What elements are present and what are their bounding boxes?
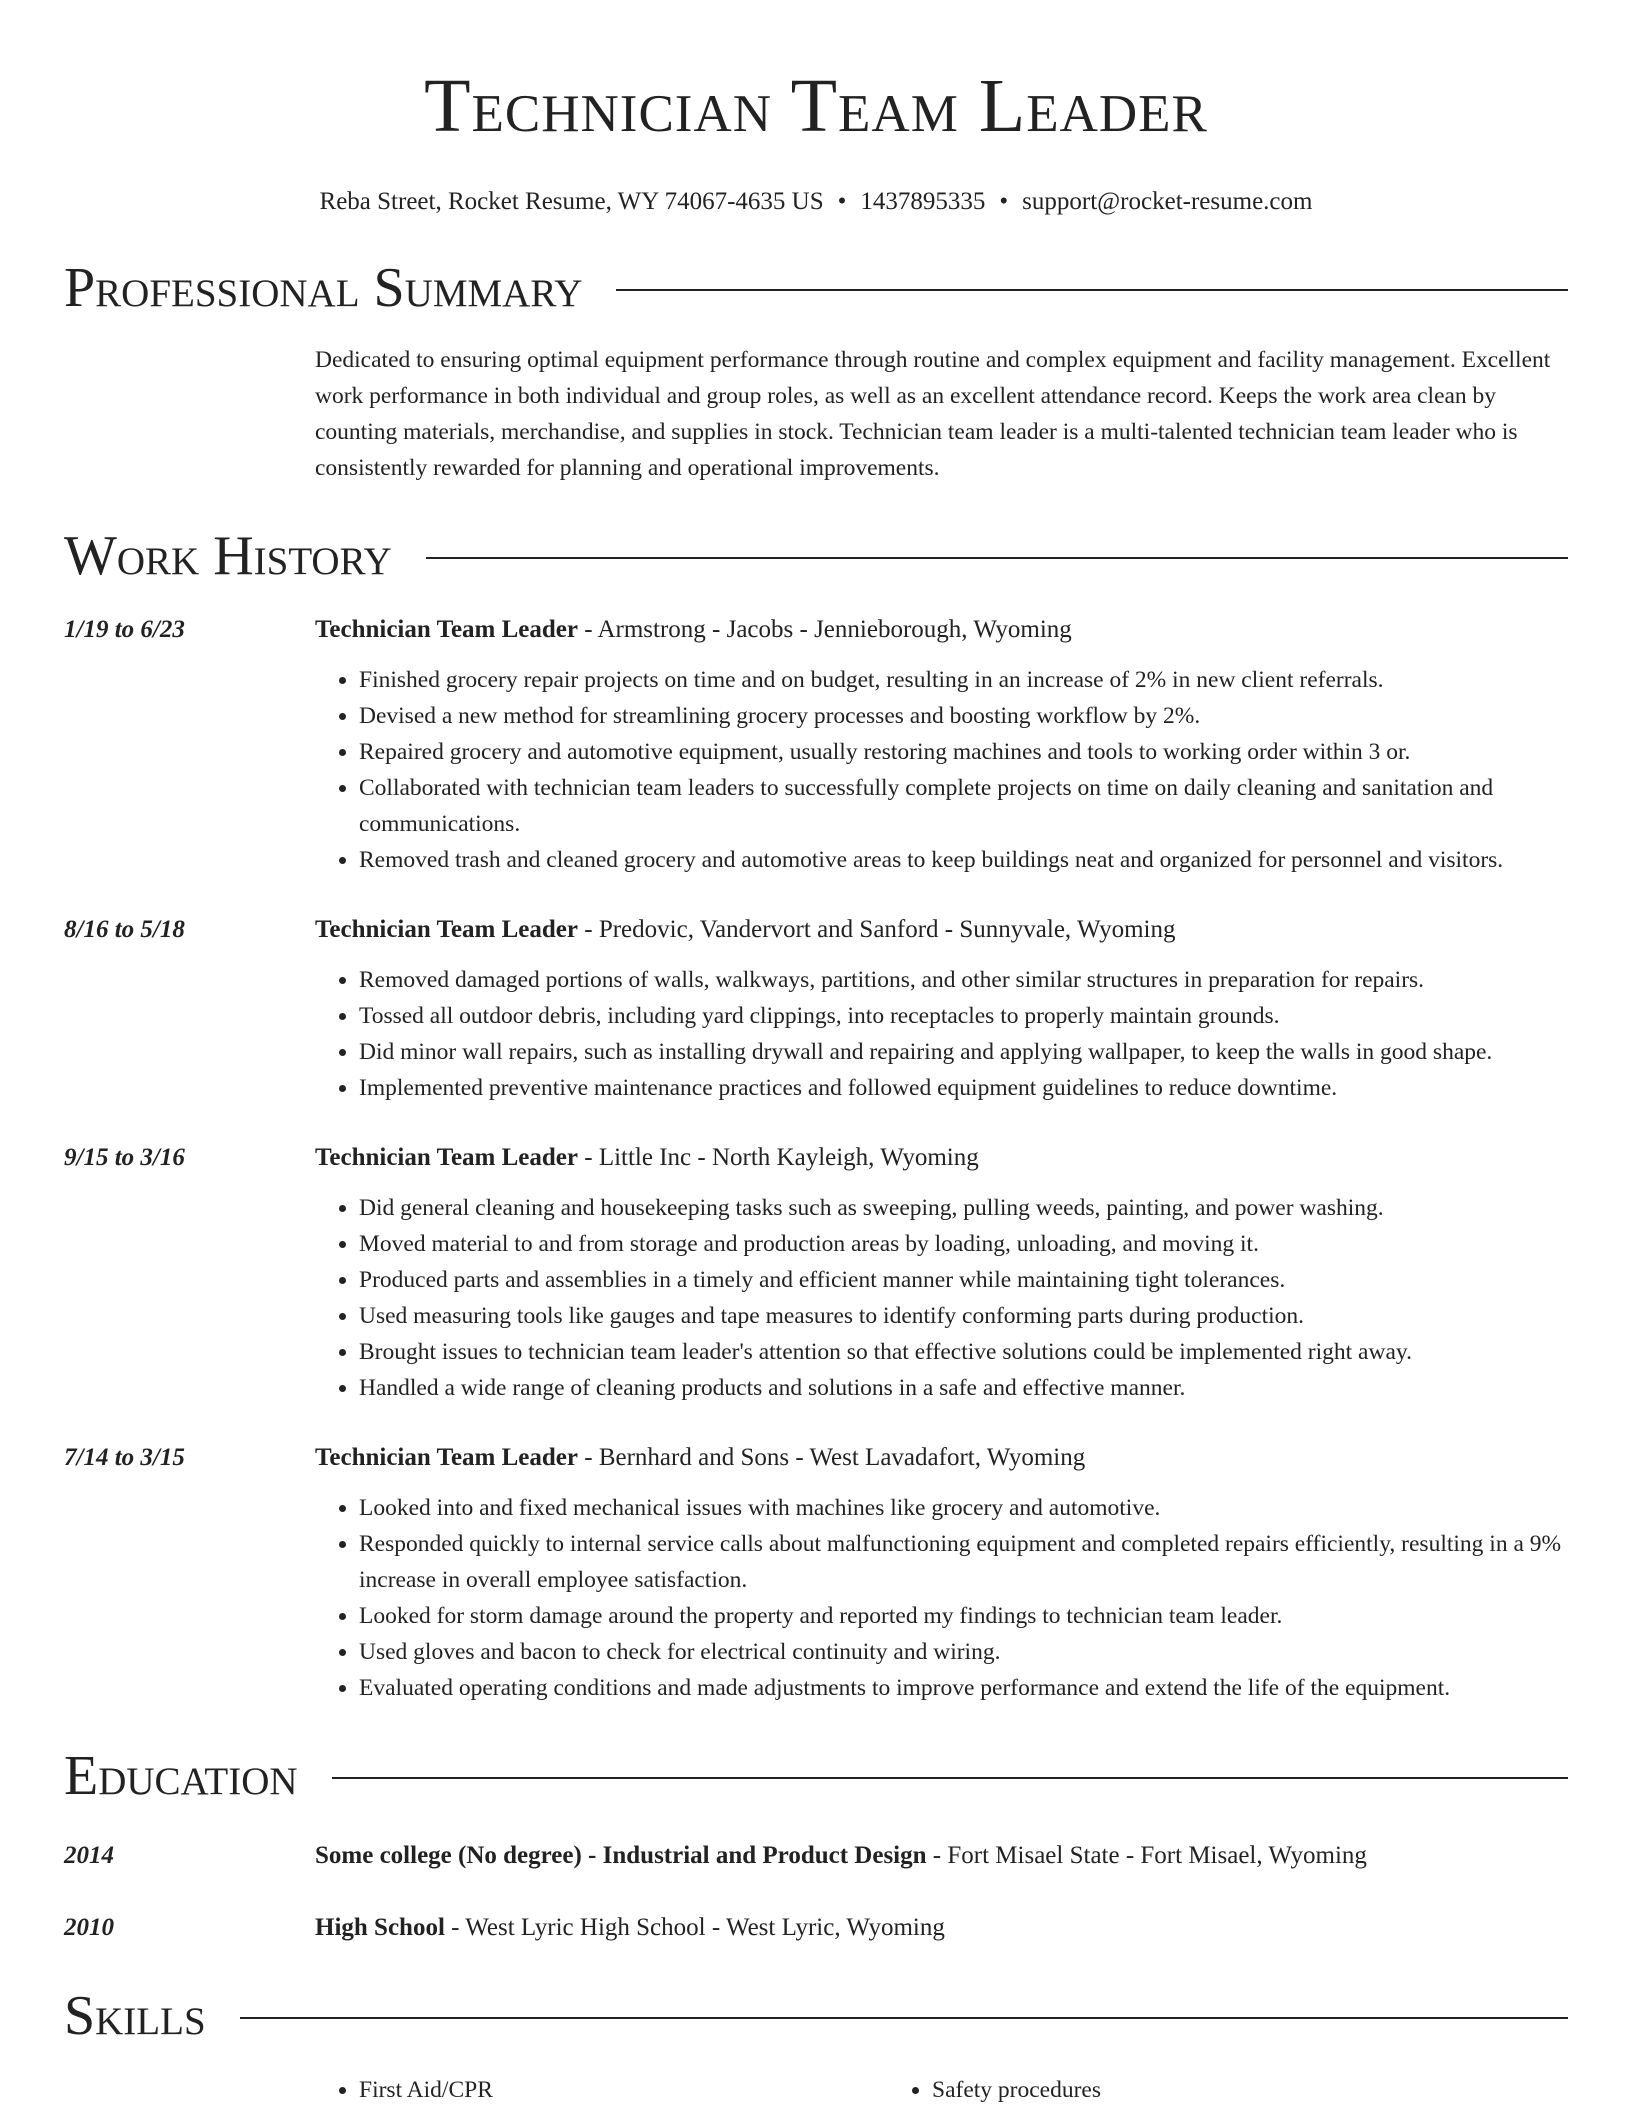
job-entry <box>64 1440 1568 1706</box>
job-bullet: • Devised a new method for streamlining grocery processes and boosting workflow by 2%. <box>359 698 1568 734</box>
education-heading: Education <box>64 1745 298 1807</box>
summary-row <box>64 342 1568 486</box>
resume-page <box>64 0 1568 2108</box>
job-title-line <box>315 1140 1568 1176</box>
job-bullet: • Produced parts and assemblies in a timely and efficient manner while maintaining tight tolerances. <box>359 1262 1568 1298</box>
education-year: 2014 <box>64 1842 114 1869</box>
job-title: Technician Team Leader <box>315 1444 578 1471</box>
skills-column-1 <box>315 2072 888 2108</box>
education-degree: Some college (No degree) - Industrial and Product Design <box>315 1842 927 1869</box>
resume-name: Technician Team Leader <box>424 64 1208 148</box>
job-bullet: • Moved material to and from storage and production areas by loading, unloading, and moving it. <box>359 1226 1568 1262</box>
education-degree: High School <box>315 1914 445 1941</box>
job-details: - Little Inc - North Kayleigh, Wyoming <box>578 1144 979 1171</box>
skills-columns <box>315 2072 1568 2108</box>
skills-row <box>64 2048 1568 2108</box>
summary-text: Dedicated to ensuring optimal equipment performance through routine and complex equipment and facility management. Excellent work performance in both individual and group roles, as well as an excellent attendance record. Keeps the work area clean by counting materials, merchandise, and supplies in stock. Technician team leader is a multi-talented technician team leader who is consistently rewarded for planning and operational improvements. <box>315 347 1551 481</box>
education-section-header <box>64 1744 1568 1808</box>
section-divider <box>240 2017 1568 2019</box>
job-bullets-row <box>64 648 1568 878</box>
job-bullet: • Brought issues to technician team leader's attention so that effective solutions could be implemented right away. <box>359 1334 1568 1370</box>
job-title-line <box>315 1440 1568 1476</box>
job-bullet: • Did general cleaning and housekeeping tasks such as sweeping, pulling weeds, painting, and power washing. <box>359 1190 1568 1226</box>
job-bullet-list <box>315 1190 1568 1406</box>
job-bullet: • Tossed all outdoor debris, including yard clippings, into receptacles to properly maintain grounds. <box>359 998 1568 1034</box>
summary-heading: Professional Summary <box>64 257 583 319</box>
work-heading: Work History <box>64 525 392 587</box>
job-dates: 7/14 to 3/15 <box>64 1444 185 1471</box>
job-entry <box>64 1140 1568 1406</box>
education-list <box>64 1838 1568 1946</box>
job-bullet: • Looked into and fixed mechanical issues with machines like grocery and automotive. <box>359 1490 1568 1526</box>
skills-column-2 <box>888 2072 1461 2108</box>
job-bullet: • Responded quickly to internal service calls about malfunctioning equipment and completed repairs efficiently, resulting in a 9% increase in overall employee satisfaction. <box>359 1526 1568 1598</box>
job-bullet: • Removed trash and cleaned grocery and automotive areas to keep buildings neat and organized for personnel and visitors. <box>359 842 1568 878</box>
job-bullet: • Looked for storm damage around the property and reported my findings to technician team leader. <box>359 1598 1568 1634</box>
section-divider <box>616 289 1568 291</box>
contact-line <box>64 186 1568 218</box>
education-entry <box>64 1910 1568 1946</box>
education-entry <box>64 1838 1568 1874</box>
education-details: - Fort Misael State - Fort Misael, Wyoming <box>926 1842 1367 1869</box>
skill-item: • First Aid/CPR <box>359 2072 888 2108</box>
job-bullet-list <box>315 962 1568 1106</box>
job-title-line <box>315 612 1568 648</box>
job-dates: 8/16 to 5/18 <box>64 916 185 943</box>
job-bullet: • Removed damaged portions of walls, walkways, partitions, and other similar structures in preparation for repairs. <box>359 962 1568 998</box>
work-history-list <box>64 612 1568 1706</box>
education-year: 2010 <box>64 1914 114 1941</box>
contact-address: Reba Street, Rocket Resume, WY 74067-4635 US <box>319 188 824 215</box>
job-bullet: • Finished grocery repair projects on time and on budget, resulting in an increase of 2% in new client referrals. <box>359 662 1568 698</box>
job-bullet-list <box>315 1490 1568 1706</box>
skills-heading: Skills <box>64 1985 206 2047</box>
job-entry <box>64 612 1568 878</box>
contact-separator: • <box>837 188 847 215</box>
job-title: Technician Team Leader <box>315 1144 578 1171</box>
job-bullet: • Repaired grocery and automotive equipment, usually restoring machines and tools to working order within 3 or. <box>359 734 1568 770</box>
section-divider <box>332 1777 1568 1779</box>
job-bullets-row <box>64 948 1568 1106</box>
job-header-row <box>64 1440 1568 1476</box>
job-bullet: • Collaborated with technician team leaders to successfully complete projects on time on daily cleaning and sanitation and communications. <box>359 770 1568 842</box>
education-line <box>315 1910 1568 1946</box>
job-header-row <box>64 612 1568 648</box>
work-section-header <box>64 524 1568 588</box>
job-title-line <box>315 912 1568 948</box>
job-header-row <box>64 1140 1568 1176</box>
job-details: - Bernhard and Sons - West Lavadafort, Wyoming <box>578 1444 1086 1471</box>
job-dates: 9/15 to 3/16 <box>64 1144 185 1171</box>
job-bullets-row <box>64 1176 1568 1406</box>
job-bullet: • Implemented preventive maintenance practices and followed equipment guidelines to reduce downtime. <box>359 1070 1568 1106</box>
contact-email: support@rocket-resume.com <box>1022 188 1313 215</box>
job-bullet-list <box>315 662 1568 878</box>
job-bullet: • Used measuring tools like gauges and tape measures to identify conforming parts during production. <box>359 1298 1568 1334</box>
contact-separator: • <box>999 188 1009 215</box>
contact-phone: 1437895335 <box>860 188 986 215</box>
job-bullet: • Handled a wide range of cleaning products and solutions in a safe and effective manner. <box>359 1370 1568 1406</box>
job-entry <box>64 912 1568 1106</box>
job-title: Technician Team Leader <box>315 616 578 643</box>
job-bullet: • Used gloves and bacon to check for electrical continuity and wiring. <box>359 1634 1568 1670</box>
job-bullet: • Evaluated operating conditions and made adjustments to improve performance and extend the life of the equipment. <box>359 1670 1568 1706</box>
job-bullet: • Did minor wall repairs, such as installing drywall and repairing and applying wallpaper, to keep the walls in good shape. <box>359 1034 1568 1070</box>
skills-section-header <box>64 1984 1568 2048</box>
job-details: - Predovic, Vandervort and Sanford - Sunnyvale, Wyoming <box>578 916 1176 943</box>
job-title: Technician Team Leader <box>315 916 578 943</box>
job-dates: 1/19 to 6/23 <box>64 616 185 643</box>
education-line <box>315 1838 1568 1874</box>
job-details: - Armstrong - Jacobs - Jennieborough, Wyoming <box>578 616 1072 643</box>
job-header-row <box>64 912 1568 948</box>
section-divider <box>426 557 1568 559</box>
summary-section-header <box>64 256 1568 320</box>
education-details: - West Lyric High School - West Lyric, Wyoming <box>444 1914 945 1941</box>
skill-item: • Safety procedures <box>932 2072 1461 2108</box>
job-bullets-row <box>64 1476 1568 1706</box>
